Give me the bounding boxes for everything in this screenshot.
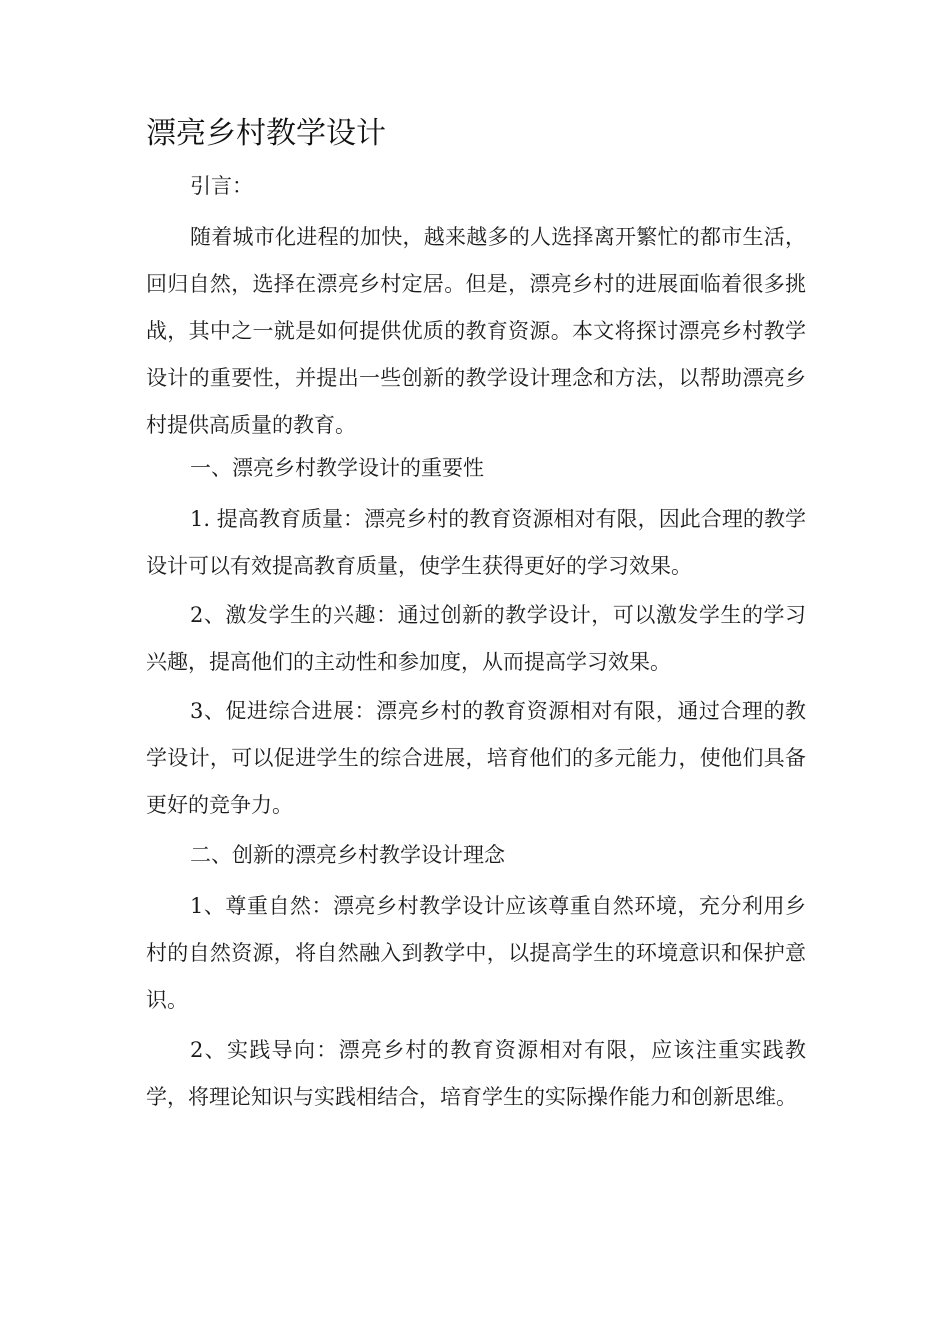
section-heading-1: 一、漂亮乡村教学设计的重要性 (190, 456, 484, 480)
list-item-2-1: 1、尊重自然：漂亮乡村教学设计应该尊重自然环境，充分利用乡村的自然资源，将自然融入到教学中，以提高学生的环境意识和保护意识。 (146, 894, 806, 1012)
section-heading-2: 二、创新的漂亮乡村教学设计理念 (190, 843, 505, 867)
paragraph-intro-label: 引言： (190, 174, 253, 198)
paragraph-intro: 随着城市化进程的加快，越来越多的人选择离开繁忙的都市生活，回归自然，选择在漂亮乡村定居。但是，漂亮乡村的进展面临着很多挑战，其中之一就是如何提供优质的教育资源。本文将探讨漂亮乡村教学设计的重要性，并提出一些创新的教学设计理念和方法，以帮助漂亮乡村提供高质量的教育。 (146, 225, 806, 437)
list-item-1-3: 3、促进综合进展：漂亮乡村的教育资源相对有限，通过合理的教学设计，可以促进学生的综合进展，培育他们的多元能力，使他们具备更好的竞争力。 (146, 699, 806, 817)
list-item-2-2: 2、实践导向：漂亮乡村的教育资源相对有限，应该注重实践教学，将理论知识与实践相结合，培育学生的实际操作能力和创新思维。 (146, 1038, 806, 1109)
list-item-1-2: 2、激发学生的兴趣：通过创新的教学设计，可以激发学生的学习兴趣，提高他们的主动性和参加度，从而提高学习效果。 (146, 603, 806, 674)
list-item-1-1: 1. 提高教育质量：漂亮乡村的教育资源相对有限，因此合理的教学设计可以有效提高教育质量，使学生获得更好的学习效果。 (146, 507, 806, 578)
document-title: 漂亮乡村教学设计 (146, 116, 386, 151)
